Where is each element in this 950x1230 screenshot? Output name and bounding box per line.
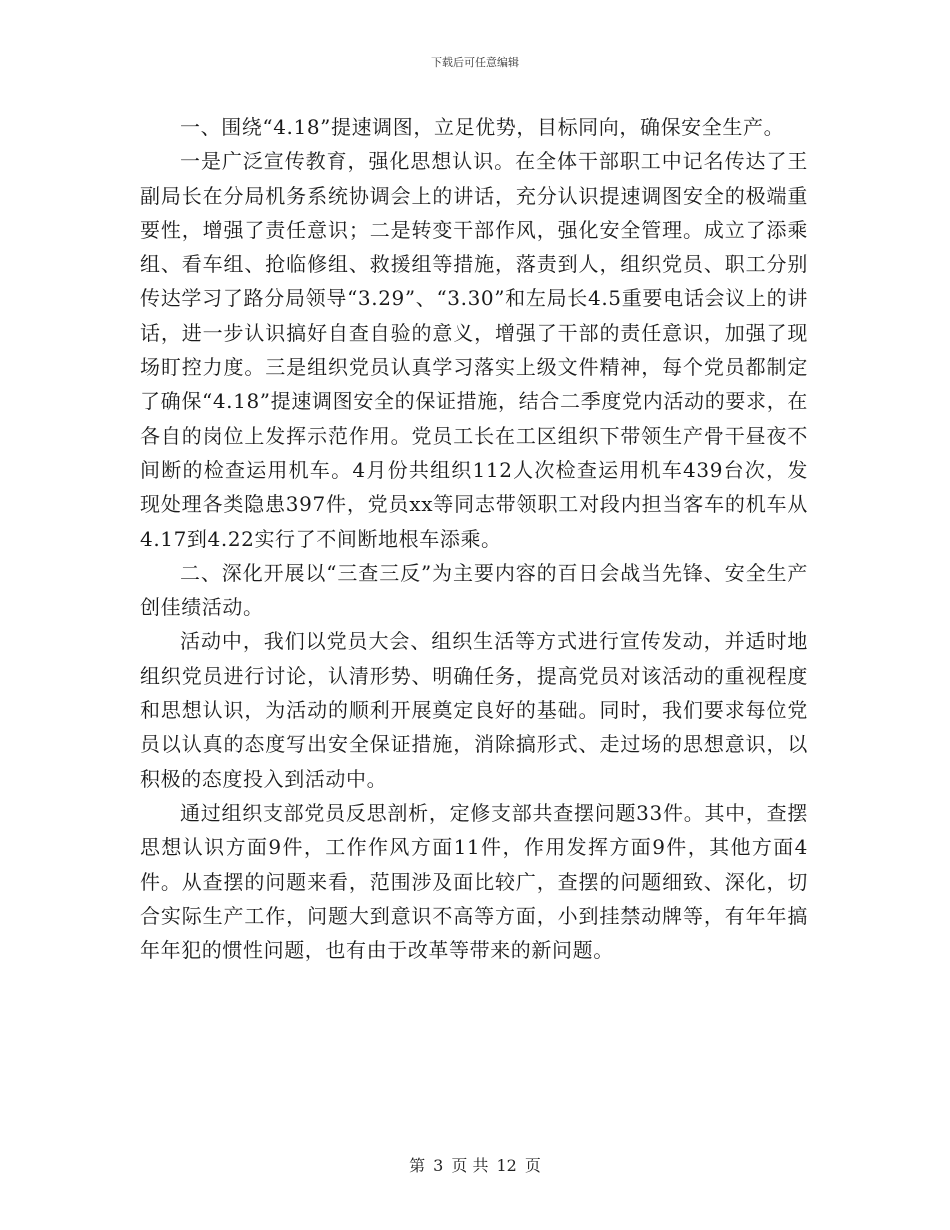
page-current: 3 <box>433 1156 444 1175</box>
page-label-post: 页 <box>524 1156 541 1175</box>
paragraph-section-2-activity: 活动中，我们以党员大会、组织生活等方式进行宣传发动，并适时地组织党员进行讨论，认清形势、明确任务，提高党员对该活动的重视程度和思想认识，为活动的顺利开展奠定良好的基础。同时，我们要求每位党员以认真的态度写出安全保证措施，消除搞形式、走过场的思想意识，以积极的态度投入到活动中。 <box>140 629 808 791</box>
page-number-footer <box>0 1153 950 1176</box>
page-total: 12 <box>496 1156 517 1175</box>
page-label-mid: 页 共 <box>451 1156 489 1175</box>
paragraph-section-2-findings: 通过组织支部党员反思剖析，定修支部共查摆问题33件。其中，查摆思想认识方面9件，工作作风方面11件，作用发挥方面9件，其他方面4件。从查摆的问题来看，范围涉及面比较广，查摆的问题细致、深化，切合实际生产工作，问题大到意识不高等方面，小到挂禁动牌等，有年年搞年年犯的惯性问题，也有由于改革等带来的新问题。 <box>140 800 808 963</box>
page-label-pre: 第 <box>409 1156 426 1175</box>
paragraph-section-1-heading: 一、围绕“4.18”提速调图，立足优势，目标同向，确保安全生产。 <box>180 115 785 139</box>
document-body <box>140 110 808 967</box>
header-note: 下载后可任意编辑 <box>431 56 519 69</box>
paragraph-section-2-heading: 二、深化开展以“三查三反”为主要内容的百日会战当先锋、安全生产创佳绩活动。 <box>140 560 808 620</box>
paragraph-section-1-body: 一是广泛宣传教育，强化思想认识。在全体干部职工中记名传达了王副局长在分局机务系统协调会上的讲话，充分认识提速调图安全的极端重要性，增强了责任意识；二是转变干部作风，强化安全管理。成立了添乘组、看车组、抢临修组、救援组等措施，落责到人，组织党员、职工分别传达学习了路分局领导“3.29”、“3.30”和左局长4.5重要电话会议上的讲话，进一步认识搞好自查自验的意义，增强了干部的责任意识，加强了现场盯控力度。三是组织党员认真学习落实上级文件精神，每个党员都制定了确保“4.18”提速调图安全的保证措施，结合二季度党内活动的要求，在各自的岗位上发挥示范作用。党员工长在工区组织下带领生产骨干昼夜不间断的检查运用机车。4月份共组织112人次检查运用机车439台次，发现处理各类隐患397件，党员xx等同志带领职工对段内担当客车的机车从4.17到4.22实行了不间断地根车添乘。 <box>140 149 808 551</box>
